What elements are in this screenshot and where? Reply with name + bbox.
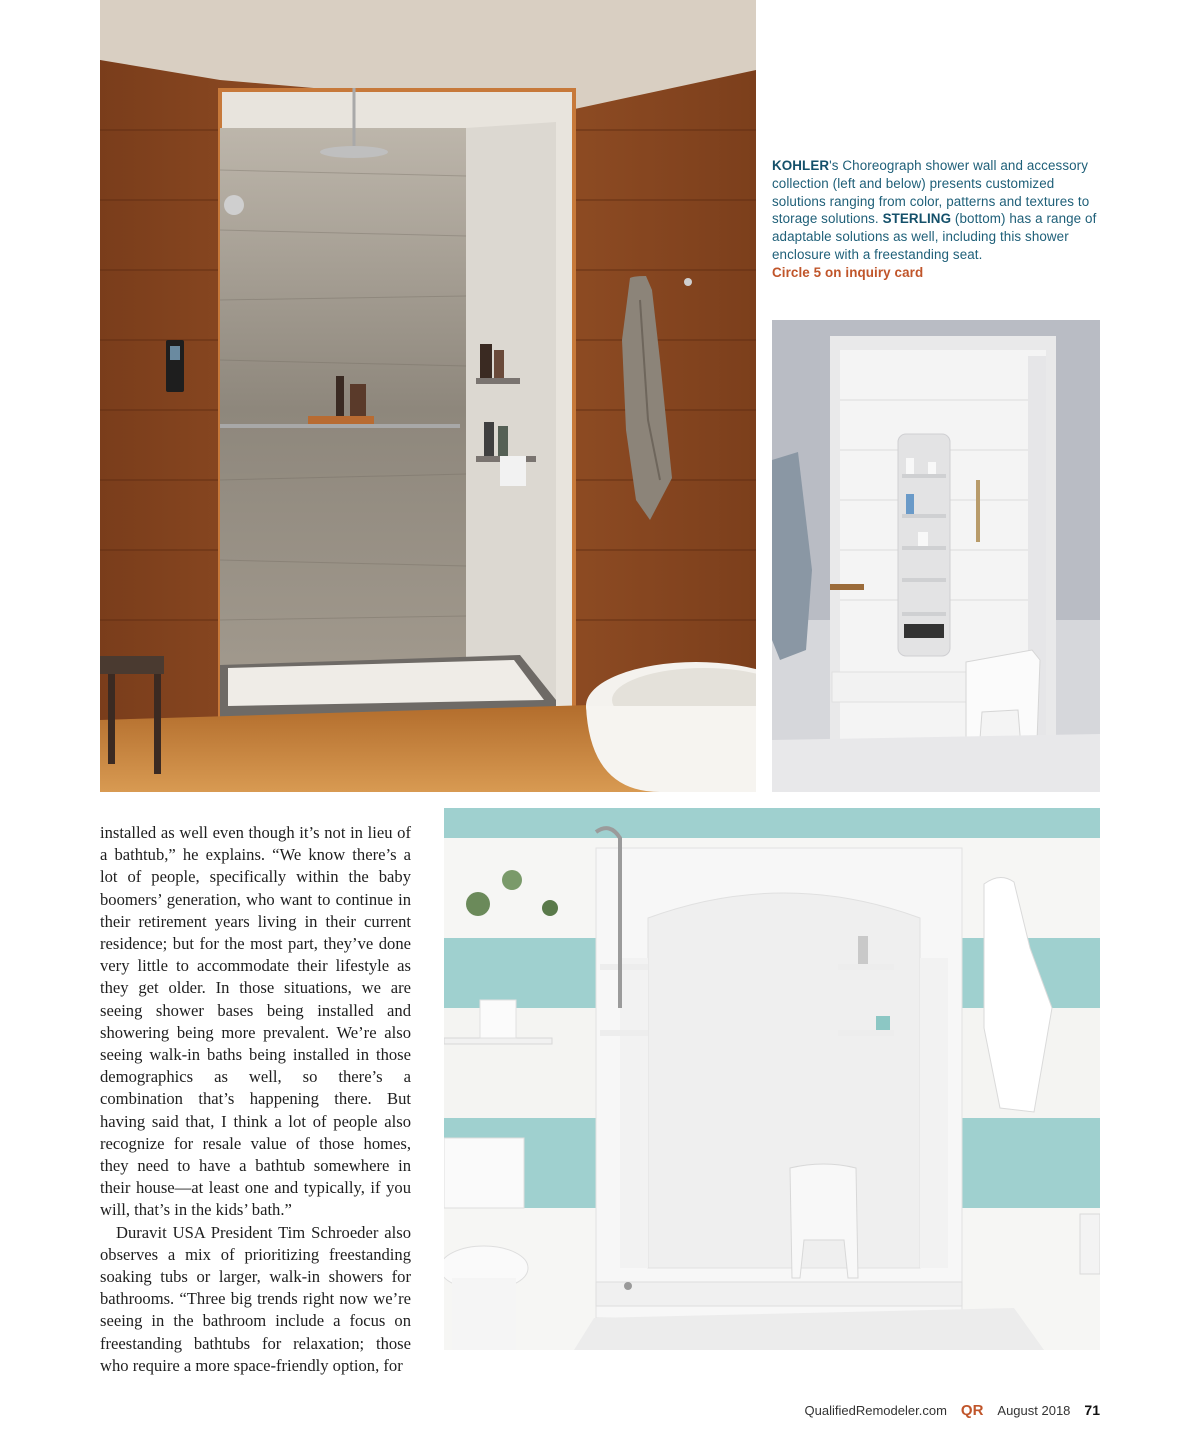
photo-caption: [772, 157, 1102, 282]
article-paragraph-2: Duravit USA President Tim Schroeder also observes a mix of prioritizing freestanding soaking tubs or larger, walk-in showers for bathrooms. “Three big trends right now we’re seeing in the bathroom include a focus on freestanding bathtubs for relaxation; those who require a more space-friendly option, for: [100, 1222, 411, 1375]
footer-logo: QR: [960, 1402, 984, 1419]
caption-inquiry-card: Circle 5 on inquiry card: [772, 264, 924, 280]
page-number: 71: [1084, 1402, 1100, 1418]
caption-text-kohler: 's Choreograph shower wall and accessory collection (left and below) presents customized solutions ranging from color, patterns and textures to storage solutions.: [772, 158, 1090, 227]
caption-text-sterling: (bottom) has a range of adaptable solutions as well, including this shower enclosure with a freestanding seat.: [772, 211, 1097, 262]
footer-issue: August 2018: [997, 1403, 1071, 1418]
sterling-shower-photo-large: [444, 808, 1100, 1350]
kohler-shower-photo: [100, 0, 756, 792]
sterling-shower-photo-small: [772, 320, 1100, 792]
footer-site: QualifiedRemodeler.com: [804, 1403, 947, 1418]
page-footer: [805, 1402, 1100, 1419]
article-paragraph-1: installed as well even though it’s not in lieu of a bathtub,” he explains. “We know there’s a lot of people, specifically within the baby boomers’ generation, who want to continue in their retirement years living in their current residence; but for the most part, they’ve done very little to accommodate their lifestyle as they get older. In those situations, we are seeing shower bases being installed and showering being more prevalent. We’re also seeing walk-in baths being installed in those demographics as well, so there’s a combination that’s happening there. But having said that, I think a lot of people also recognize for resale value of those homes, they need to have a bathtub somewhere in their house—at least one and typically, if you will, that’s in the kids’ bath.”: [100, 823, 411, 1220]
caption-brand-sterling: STERLING: [882, 211, 952, 227]
caption-brand-kohler: KOHLER: [772, 158, 830, 173]
article-body: [100, 822, 411, 1377]
